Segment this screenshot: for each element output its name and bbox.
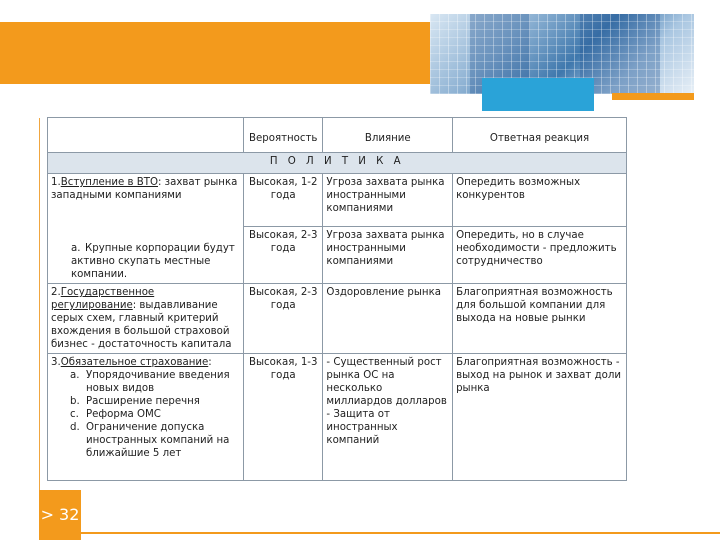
list-text: Упорядочивание введения новых видов xyxy=(86,370,230,394)
page-number-badge: > 32 xyxy=(39,490,81,540)
probability-cell: Высокая, 2-3 года xyxy=(244,227,323,284)
factor-title: Вступление в ВТО xyxy=(60,177,158,188)
probability-cell: Высокая, 1-2 года xyxy=(244,174,323,227)
list-item xyxy=(70,395,240,408)
factor-description: : выдавливание серых схем, главный критерий вхождения в большой страховой бизнес - достаточность капитала xyxy=(51,300,232,350)
blue-accent-block xyxy=(482,78,594,111)
factor-cell xyxy=(48,174,244,284)
list-item xyxy=(70,421,240,460)
factor-number: 1. xyxy=(51,177,61,188)
factor-3 xyxy=(51,356,240,369)
list-text: Расширение перечня xyxy=(86,396,200,407)
probability-cell: Высокая, 1-3 года xyxy=(244,354,323,481)
section-row xyxy=(48,153,627,174)
left-border-line xyxy=(39,118,40,540)
factor-description: : захват рынка западными компаниями xyxy=(51,177,238,201)
list-marker: a. xyxy=(70,370,80,381)
factor-description: : xyxy=(208,357,212,368)
factor-1-subitem xyxy=(51,242,240,281)
header-response: Ответная реакция xyxy=(453,118,627,153)
impact-cell: Угроза захвата рынка иностранными компаниями xyxy=(323,174,453,227)
factor-title: Обязательное страхование xyxy=(60,357,209,368)
list-marker: c. xyxy=(70,409,79,420)
header-probability: Вероятность xyxy=(244,118,323,153)
list-marker: b. xyxy=(70,396,80,407)
list-item xyxy=(70,408,240,421)
factor-cell xyxy=(48,284,244,354)
impact-cell: Угроза захвата рынка иностранными компаниями xyxy=(323,227,453,284)
list-item xyxy=(70,369,240,395)
response-cell: Опередить возможных конкурентов xyxy=(453,174,627,227)
section-title: П О Л И Т И К А xyxy=(48,153,627,174)
response-cell: Благоприятная возможность - выход на рынок и захват доли рынка xyxy=(453,354,627,481)
probability-cell: Высокая, 2-3 года xyxy=(244,284,323,354)
factor-1 xyxy=(51,176,240,202)
header-empty-cell xyxy=(48,118,244,153)
orange-accent-strip xyxy=(612,93,694,100)
impact-cell: Оздоровление рынка xyxy=(323,284,453,354)
list-marker: d. xyxy=(70,422,80,433)
sub-text: Крупные корпорации будут активно скупать местные компании. xyxy=(71,243,235,280)
response-cell: Опередить, но в случае необходимости - предложить сотрудничество xyxy=(453,227,627,284)
response-cell: Благоприятная возможность для большой компании для выхода на новые рынки xyxy=(453,284,627,354)
factor-cell xyxy=(48,354,244,481)
sub-marker: a. xyxy=(71,243,81,254)
impact-cell: - Существенный рост рынка ОС на несколько миллиардов долларов - Защита от иностранных компаний xyxy=(323,354,453,481)
factor-number: 3. xyxy=(51,357,61,368)
factor-3-list xyxy=(51,369,240,460)
table-row xyxy=(48,174,627,227)
table-row xyxy=(48,284,627,354)
risk-table xyxy=(47,117,627,481)
table-row xyxy=(48,354,627,481)
bottom-border-line xyxy=(39,532,720,534)
factor-number: 2. xyxy=(51,287,61,298)
table-header-row xyxy=(48,118,627,153)
list-text: Реформа ОМС xyxy=(86,409,161,420)
factor-title: Государственное регулирование xyxy=(51,287,155,311)
list-text: Ограничение допуска иностранных компаний на ближайшие 5 лет xyxy=(86,422,230,459)
header-impact: Влияние xyxy=(323,118,453,153)
